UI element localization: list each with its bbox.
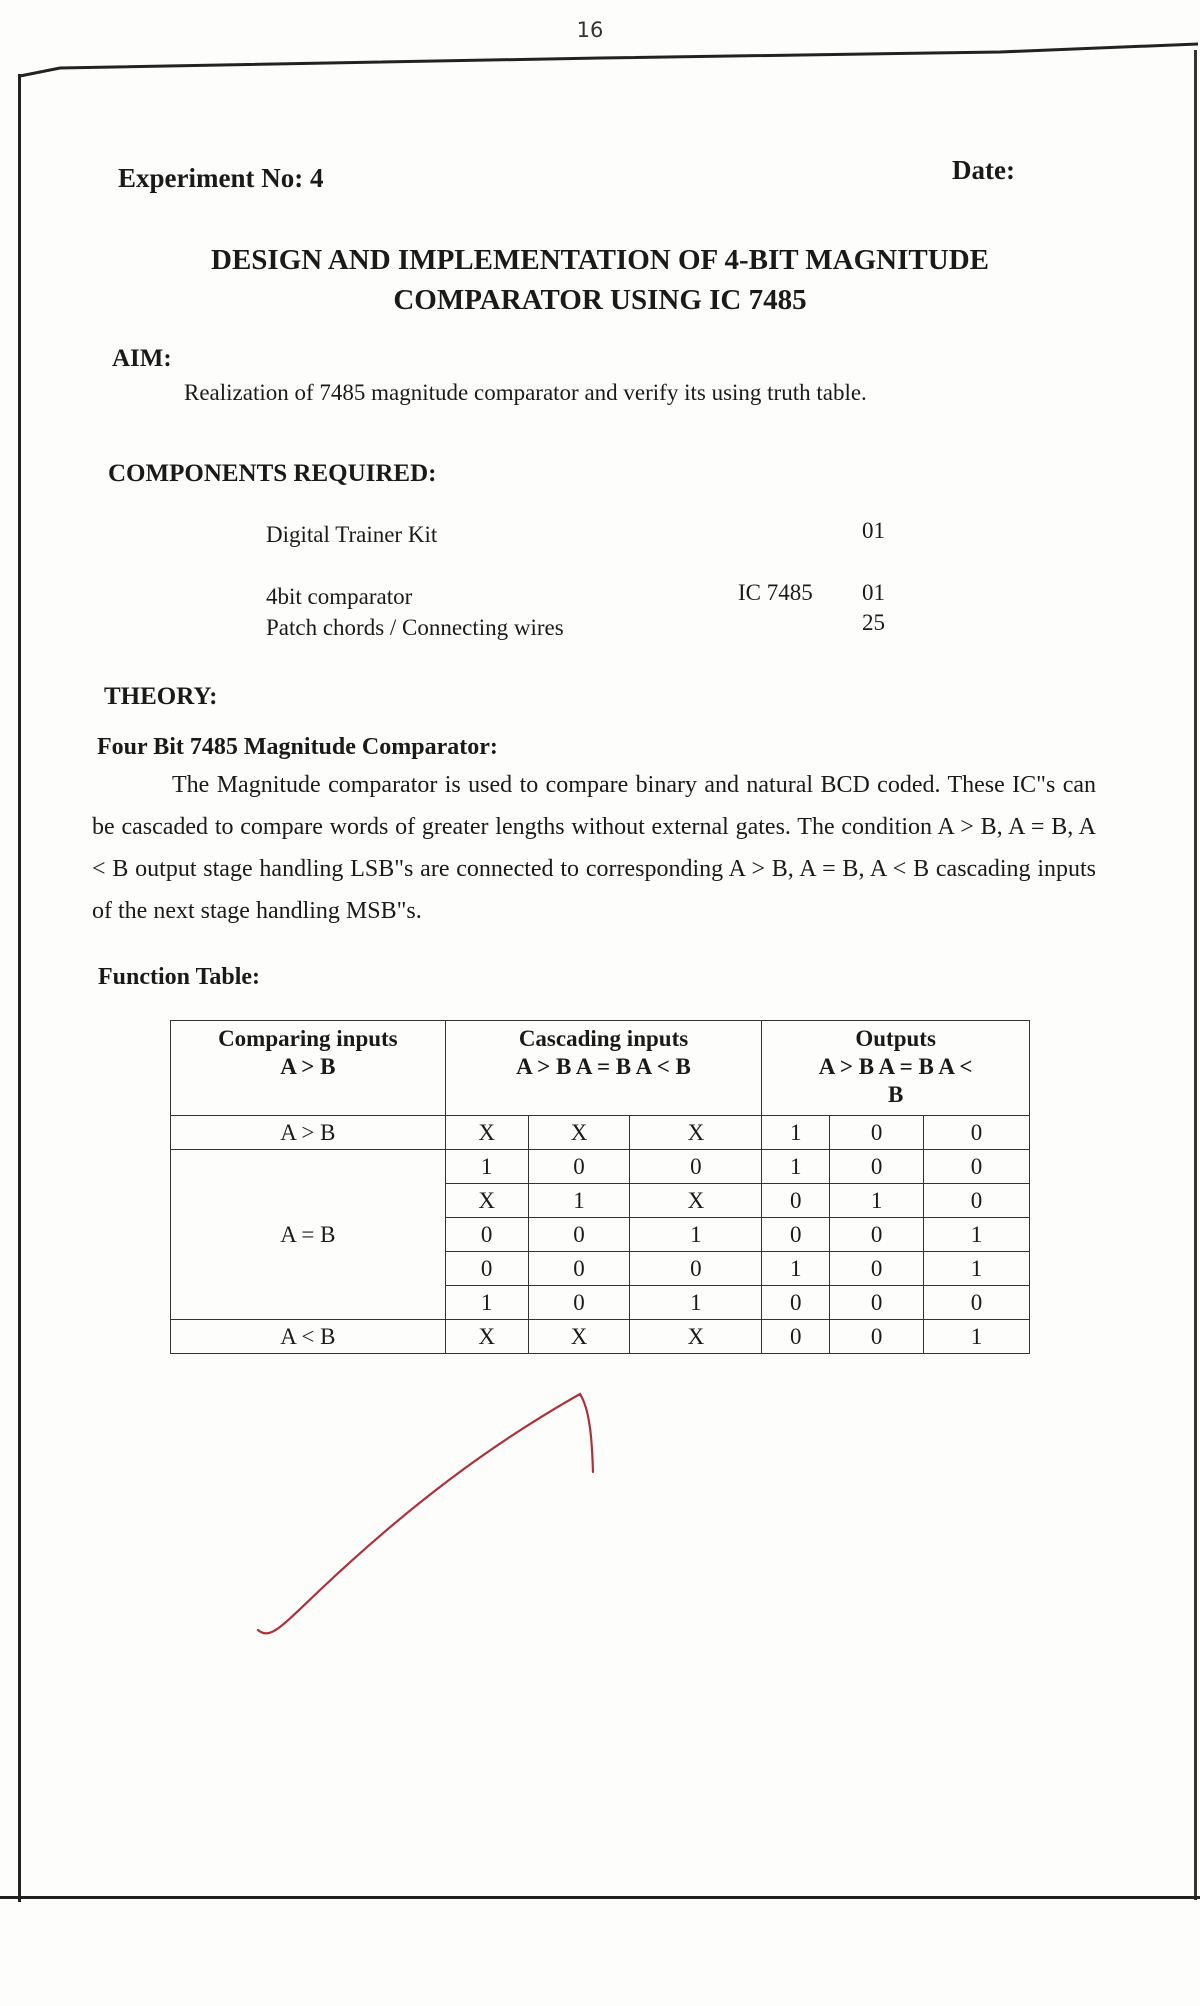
group-cell: A > B <box>171 1116 446 1150</box>
table-cell: 1 <box>924 1218 1030 1252</box>
header-cascading-inputs <box>445 1021 762 1116</box>
header-line: A > B A = B A < <box>818 1054 973 1079</box>
table-cell: 0 <box>630 1150 762 1184</box>
frame-right-border <box>1194 50 1197 1900</box>
component-name: Patch chords / Connecting wires <box>266 615 564 640</box>
frame-top-border <box>0 0 1200 90</box>
table-cell: 0 <box>528 1150 630 1184</box>
table-cell: 0 <box>528 1252 630 1286</box>
table-cell: 0 <box>762 1286 830 1320</box>
table-cell: 0 <box>528 1286 630 1320</box>
table-cell: 1 <box>630 1286 762 1320</box>
table-cell: 1 <box>924 1320 1030 1354</box>
table-cell: 0 <box>830 1286 924 1320</box>
table-row <box>171 1150 1030 1184</box>
table-cell: 0 <box>830 1116 924 1150</box>
title-line-2: COMPARATOR USING IC 7485 <box>393 284 807 316</box>
table-cell: 1 <box>924 1252 1030 1286</box>
table-cell: X <box>528 1116 630 1150</box>
table-cell: X <box>445 1320 528 1354</box>
function-table <box>170 1020 1030 1354</box>
table-cell: 1 <box>762 1252 830 1286</box>
table-cell: 1 <box>445 1150 528 1184</box>
signature-mark <box>230 1390 690 1650</box>
theory-text: The Magnitude comparator is used to compare binary and natural BCD coded. These IC"s can be cascaded to compare words of greater lengths without external gates. The condition A > B, A = B, A < B output stage handling LSB"s are connected to corresponding A > B, A = B, A < B cascading inputs of the next stage handling MSB"s. <box>92 772 1096 924</box>
date-label: Date: <box>952 155 1015 185</box>
table-cell: 0 <box>924 1150 1030 1184</box>
table-cell: 1 <box>528 1184 630 1218</box>
header-line: B <box>887 1082 904 1107</box>
table-cell: 0 <box>445 1218 528 1252</box>
table-cell: X <box>630 1320 762 1354</box>
experiment-title <box>150 240 1050 320</box>
frame-bottom-border <box>0 1896 1200 1899</box>
table-cell: 0 <box>924 1116 1030 1150</box>
header-line: Outputs <box>855 1026 936 1051</box>
aim-text: Realization of 7485 magnitude comparator and verify its using truth table. <box>184 380 867 405</box>
header-line: A > B A = B A < B <box>516 1054 691 1079</box>
table-cell: 1 <box>762 1150 830 1184</box>
table-cell: 0 <box>528 1218 630 1252</box>
header-line: Cascading inputs <box>518 1026 689 1051</box>
table-cell: 0 <box>830 1218 924 1252</box>
header-comparing-inputs <box>171 1021 446 1116</box>
experiment-number: Experiment No: 4 <box>118 163 324 193</box>
component-qty: 01 <box>862 580 885 605</box>
table-cell: 0 <box>830 1150 924 1184</box>
components-heading: COMPONENTS REQUIRED: <box>108 460 437 487</box>
table-cell: 0 <box>762 1218 830 1252</box>
component-spec: IC 7485 <box>738 580 813 605</box>
page-number: 16 <box>576 18 604 42</box>
header-outputs <box>762 1021 1030 1116</box>
table-cell: X <box>445 1184 528 1218</box>
table-cell: X <box>528 1320 630 1354</box>
theory-subheading: Four Bit 7485 Magnitude Comparator: <box>97 734 498 760</box>
header-line: Comparing inputs <box>218 1026 398 1051</box>
table-cell: X <box>445 1116 528 1150</box>
group-cell: A = B <box>171 1150 446 1320</box>
table-cell: 0 <box>445 1252 528 1286</box>
table-cell: X <box>630 1116 762 1150</box>
table-cell: 1 <box>445 1286 528 1320</box>
component-name: 4bit comparator <box>266 584 413 609</box>
table-cell: 0 <box>924 1286 1030 1320</box>
component-name: Digital Trainer Kit <box>266 522 438 547</box>
component-qty: 01 <box>862 518 885 543</box>
table-cell: 1 <box>830 1184 924 1218</box>
table-cell: 0 <box>762 1184 830 1218</box>
table-cell: 0 <box>924 1184 1030 1218</box>
table-cell: 0 <box>630 1252 762 1286</box>
theory-heading: THEORY: <box>104 683 218 710</box>
frame-left-border <box>18 74 21 1902</box>
title-line-1: DESIGN AND IMPLEMENTATION OF 4-BIT MAGNITUDE <box>211 244 989 276</box>
header-line: A > B <box>280 1054 336 1079</box>
table-row <box>171 1116 1030 1150</box>
table-cell: 1 <box>762 1116 830 1150</box>
table-header-row <box>171 1021 1030 1116</box>
table-cell: 0 <box>830 1320 924 1354</box>
aim-heading: AIM: <box>112 345 172 372</box>
component-qty: 25 <box>862 610 885 635</box>
table-row <box>171 1320 1030 1354</box>
table-cell: 1 <box>630 1218 762 1252</box>
table-cell: 0 <box>830 1252 924 1286</box>
group-cell: A < B <box>171 1320 446 1354</box>
function-table-heading: Function Table: <box>98 964 261 990</box>
table-cell: 0 <box>762 1320 830 1354</box>
table-cell: X <box>630 1184 762 1218</box>
